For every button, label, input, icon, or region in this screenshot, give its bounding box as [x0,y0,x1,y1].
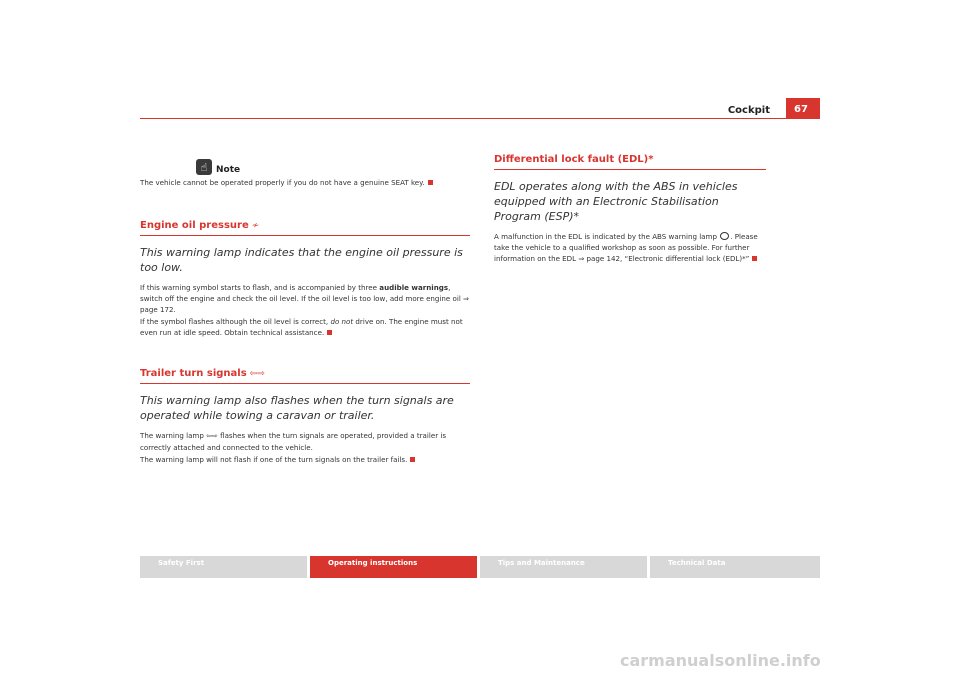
end-mark [428,180,433,185]
trailer-subtitle: This warning lamp also flashes when the turn signals are operated while towing a caravan or trailer. [140,394,454,422]
end-mark [752,256,757,261]
engine-oil-p2-b: drive on. The engine must not even run at idle speed. Obtain technical assistance. [140,317,463,337]
header-rule [140,118,786,119]
note-text: The vehicle cannot be operated properly if you do not have a genuine SEAT key. [140,178,425,187]
engine-oil-p1-b: , switch off the engine and check the oil level. If the oil level is too low, add more engine oil ⇒ page 172. [140,283,469,314]
edl-body [494,231,766,264]
trailer-title: Trailer turn signals [140,368,247,379]
trailer-p1-b: flashes when the turn signals are operated, provided a trailer is correctly attached and connected to the vehicle. [140,431,447,452]
note-body [140,177,470,188]
engine-oil-p1-a: If this warning symbol starts to flash, and is accompanied by three [140,283,380,292]
do-not-italic: do not [330,317,354,326]
footer-tab-label: Safety First [158,559,205,567]
watermark: carmanualsonline.info [620,651,821,670]
trailer-body [140,430,470,465]
engine-oil-subtitle: This warning lamp indicates that the engine oil pressure is too low. [140,246,463,274]
trailer-heading [140,368,470,384]
trailer-arrows-icon: ⇦⇨ [206,432,218,440]
oil-can-icon: ≁ [251,221,260,231]
note-label: Note [216,165,241,175]
trailer-p1-a: The warning lamp [140,431,207,440]
edl-heading [494,154,766,170]
engine-oil-body [140,282,470,338]
engine-oil-p2-a: If the symbol flashes although the oil level is correct, [140,317,331,326]
engine-oil-title: Engine oil pressure [140,220,249,231]
footer-tab-tips-maintenance[interactable] [480,556,647,578]
note-hand-icon: ☝ [196,159,212,175]
left-column [140,157,470,466]
abs-lamp-icon [720,232,729,240]
footer-tab-label: Technical Data [668,559,726,567]
edl-p1-b: . Please take the vehicle to a qualified workshop as soon as possible. For further information on the EDL ⇒ page 142, “Electronic differential lock (EDL)*” [494,232,758,263]
footer-tab-operating-instructions[interactable] [310,556,477,578]
audible-warnings-bold: audible warnings [379,283,449,292]
engine-oil-heading [140,220,470,236]
footer-tab-label: Tips and Maintenance [498,559,585,567]
note-heading [140,157,470,175]
footer-tab-label: Operating instructions [328,559,418,567]
end-mark [327,330,332,335]
trailer-arrows-icon: ⇦⇨ [249,369,265,379]
end-mark [410,457,415,462]
header-title: Cockpit [727,105,770,116]
trailer-p2: The warning lamp will not flash if one of the turn signals on the trailer fails. [140,455,408,464]
footer-tab-technical-data[interactable] [650,556,820,578]
page-number: 67 [786,98,820,119]
edl-subtitle: EDL operates along with the ABS in vehicles equipped with an Electronic Stabilisation Program (ESP)* [494,180,738,223]
right-column [494,154,766,265]
edl-title: Differential lock fault (EDL)* [494,154,654,165]
edl-p1-a: A malfunction in the EDL is indicated by the ABS warning lamp [494,232,720,241]
footer-tab-safety-first[interactable] [140,556,307,578]
